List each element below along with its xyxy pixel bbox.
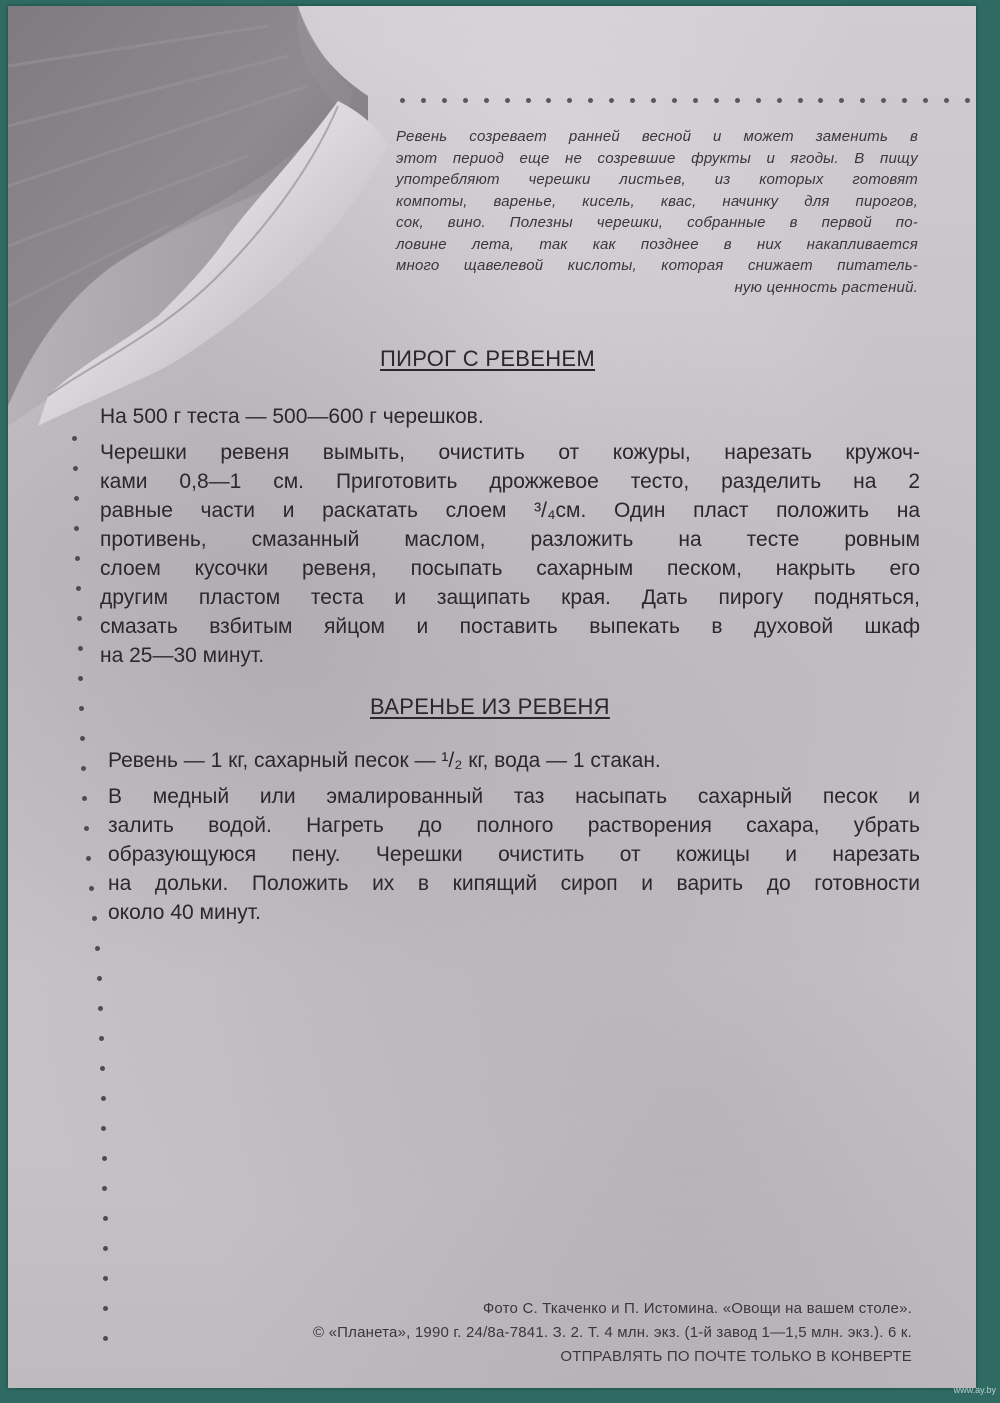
recipe-pie-steps bbox=[100, 438, 920, 670]
publisher-info: © «Планета», 1990 г. 24/8а-7841. З. 2. Т. 4 млн. экз. (1-й завод 1—1,5 млн. экз.). 6 к. bbox=[312, 1324, 912, 1341]
recipe-title-jam: ВАРЕНЬЕ ИЗ РЕВЕНЯ bbox=[370, 694, 610, 719]
intro-line: употребляют черешки листьев, из которых готовят bbox=[396, 171, 918, 188]
recipe-jam-steps bbox=[108, 782, 920, 927]
step-line: залить водой. Нагреть до полного растворения сахара, убрать bbox=[108, 814, 920, 837]
mailing-instruction: ОТПРАВЛЯТЬ ПО ПОЧТЕ ТОЛЬКО В КОНВЕРТЕ bbox=[560, 1348, 912, 1365]
step-line: противень, смазанный маслом, разложить на тесте ровным bbox=[100, 528, 920, 551]
photo-credits: Фото С. Ткаченко и П. Истомина. «Овощи на вашем столе». bbox=[482, 1300, 912, 1317]
step-line: на дольки. Положить их в кипящий сироп и варить до готовности bbox=[108, 872, 920, 895]
intro-line: этот период еще не созревшие фрукты и ягоды. В пищу bbox=[396, 149, 918, 167]
step-line: ками 0,8—1 см. Приготовить дрожжевое тесто, разделить на 2 bbox=[100, 470, 920, 493]
step-line: около 40 минут. bbox=[108, 901, 261, 924]
step-line: равные части и раскатать слоем ³/₄см. Один пласт положить на bbox=[100, 499, 920, 522]
step-line: другим пластом теста и защипать края. Дать пирогу подняться, bbox=[100, 586, 920, 609]
recipe-title-pie: ПИРОГ С РЕВЕНЕМ bbox=[380, 346, 596, 371]
step-line: смазать взбитым яйцом и поставить выпекать в духовой шкаф bbox=[100, 615, 920, 638]
recipe-pie-ingredients: На 500 г теста — 500—600 г черешков. bbox=[100, 405, 484, 428]
intro-line: ловине лета, так как позднее в них накапливается bbox=[396, 235, 918, 253]
step-line: слоем кусочки ревеня, посыпать сахарным песком, накрыть его bbox=[100, 557, 920, 580]
step-line: Черешки ревеня вымыть, очистить от кожуры, нарезать кружоч- bbox=[100, 441, 920, 464]
intro-line: Ревень созревает ранней весной и может заменить в bbox=[396, 128, 918, 145]
postcard bbox=[8, 6, 976, 1388]
intro-line: компоты, варенье, кисель, квас, начинку для пирогов, bbox=[396, 192, 918, 210]
intro-text bbox=[396, 126, 918, 298]
step-line: В медный или эмалированный таз насыпать сахарный песок и bbox=[108, 785, 920, 808]
step-line: образующуюся пену. Черешки очистить от кожицы и нарезать bbox=[108, 843, 920, 866]
intro-line: сок, вино. Полезны черешки, собранные в первой по- bbox=[396, 214, 918, 231]
site-watermark: www.ay.by bbox=[953, 1385, 996, 1395]
recipe-jam-ingredients: Ревень — 1 кг, сахарный песок — ¹/₂ кг, вода — 1 стакан. bbox=[108, 749, 661, 772]
intro-line: много щавелевой кислоты, которая снижает питатель- bbox=[396, 257, 918, 274]
top-perforation bbox=[400, 94, 970, 106]
intro-line: ную ценность растений. bbox=[734, 278, 918, 296]
step-line: на 25—30 минут. bbox=[100, 644, 265, 667]
